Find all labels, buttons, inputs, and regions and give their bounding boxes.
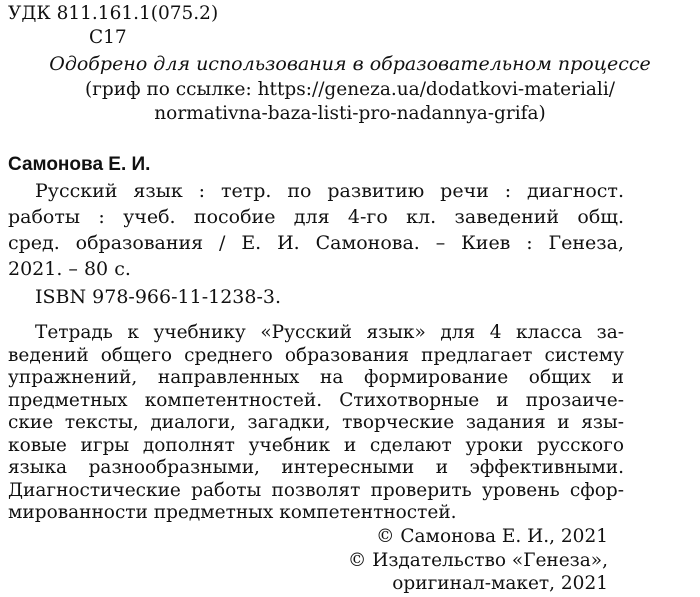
copyright-publisher: © Издательство «Генеза», <box>347 550 608 571</box>
udk-code: УДК 811.161.1(075.2) <box>8 3 219 24</box>
grif-reference-line-2: normativna-baza-listi-pro-nadannya-grifa) <box>154 103 546 124</box>
annotation-line: предметных компетентностей. Стихотворные и прозаиче- <box>8 389 624 411</box>
annotation-line: Тетрадь к учебнику «Русский язык» для 4 класса за- <box>35 322 624 343</box>
author-sign-code: С17 <box>89 27 127 48</box>
grif-reference-line-1: (гриф по ссылке: https://geneza.ua/dodatkovi-materiali/ <box>85 79 615 100</box>
bib-line: Русский язык : тетр. по развитию речи : диагност. <box>35 180 624 202</box>
annotation-line: Диагностические работы позволят проверить уровень сфор- <box>8 479 624 501</box>
author-name: Самонова Е. И. <box>8 154 151 175</box>
approval-statement: Одобрено для использования в образовательном процессе <box>49 53 651 75</box>
annotation-line: мированности предметных компетентностей. <box>8 502 457 523</box>
bib-line: 2021. – 80 с. <box>8 258 131 280</box>
bib-line: работы : учеб. пособие для 4-го кл. заведений общ. <box>8 206 624 228</box>
annotation-text <box>8 322 624 525</box>
annotation-line: ведений общего среднего образования предлагает систему <box>8 344 624 366</box>
copyright-author: © Самонова Е. И., 2021 <box>375 526 608 547</box>
annotation-line: ковые игры дополнят учебник и сделают уроки русского <box>8 434 624 456</box>
annotation-line: ские тексты, диалоги, загадки, творческие задания и язы- <box>8 412 624 433</box>
isbn: ISBN 978-966-11-1238-3. <box>35 286 282 308</box>
bibliographic-description <box>8 178 624 282</box>
copyright-layout: оригинал-макет, 2021 <box>392 573 608 594</box>
annotation-line: упражнений, направленных на формирование общих и <box>8 367 624 388</box>
annotation-line: языка разнообразными, интересными и эффективными. <box>8 457 624 478</box>
bib-line: сред. образования / Е. И. Самонова. – Киев : Генеза, <box>8 232 624 254</box>
